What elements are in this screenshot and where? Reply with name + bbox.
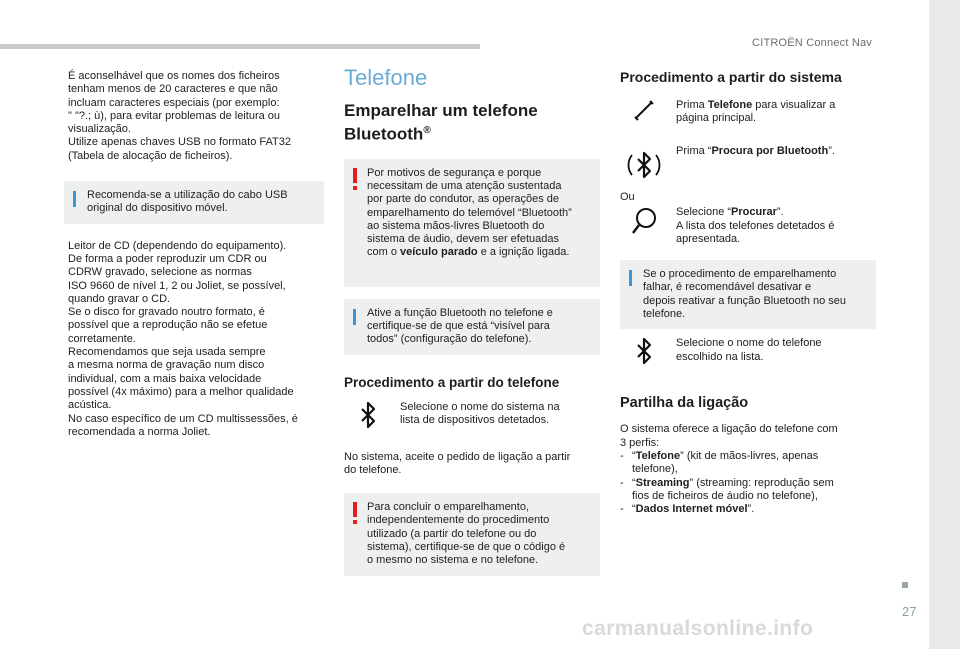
search-icon <box>620 206 668 246</box>
top-rule <box>0 44 480 49</box>
section-title: Telefone <box>344 65 428 90</box>
warning-text: Por motivos de segurança e porque necessitam de uma atenção sustentada por parte do condutor, as operações de emparelhamento do telemóvel “Bluetooth” ao sistema mãos-livres Bluetooth do sistema de áudio, devem ser efetuadas com o veículo parado e a ignição ligada. <box>367 166 572 259</box>
list-item: - “Telefone” (kit de mãos-livres, apenas telefone), <box>620 450 876 477</box>
or-label: Ou <box>620 191 635 203</box>
step-select-system <box>344 401 600 437</box>
profiles-list <box>620 450 876 516</box>
step-bluetooth-search <box>620 145 876 181</box>
info-box-bluetooth-visible <box>344 299 600 355</box>
step-search <box>620 206 876 246</box>
warning-icon <box>353 168 357 183</box>
bluetooth-icon <box>620 337 668 377</box>
info-text: Ative a função Bluetooth no telefone e certifique-se de que está “visível para todos” (configuração do telefone). <box>367 306 553 346</box>
usb-filename-paragraph: É aconselhável que os nomes dos ficheiros tenham menos de 20 caracteres e que não incluam caracteres especiais (por exemplo: " "?.; ù), para evitar problemas de leitura ou visualização. Utilize apenas chaves USB no formato FAT32 (Tabela de alocação de ficheiros). <box>68 70 291 162</box>
list-item: - “Streaming” (streaming: reprodução sem fios de ficheiros de áudio no telefone), <box>620 477 876 504</box>
step-text: Selecione “Procurar”. A lista dos telefones detetados é apresentada. <box>676 206 835 245</box>
column-2 <box>344 65 600 576</box>
step-text: Prima Telefone para visualizar a página principal. <box>676 99 836 125</box>
step-press-phone <box>620 99 876 135</box>
pairing-heading-line2: Bluetooth <box>344 124 424 144</box>
warning-text: Para concluir o emparelhamento, independentemente do procedimento utilizado (a partir do telefone ou do sistema), certifique-se de que o código é o mesmo no sistema e no telefone. <box>367 501 566 567</box>
warning-box-code <box>344 493 600 575</box>
column-3 <box>620 65 876 516</box>
info-icon <box>353 309 356 325</box>
column-1 <box>68 70 324 439</box>
side-strip <box>929 0 960 649</box>
pairing-heading-line1: Emparelhar um telefone <box>344 101 538 120</box>
info-text: Se o procedimento de emparelhamento falhar, é recomendável desativar e depois reativar a função Bluetooth no seu telefone. <box>643 268 847 321</box>
phone-icon <box>620 99 668 139</box>
list-item: - “Dados Internet móvel”. <box>620 503 876 516</box>
warning-icon <box>353 502 357 517</box>
step-select-phone <box>620 337 876 373</box>
watermark: carmanualsonline.info <box>582 617 814 640</box>
sharing-heading: Partilha da ligação <box>620 395 749 412</box>
bluetooth-icon <box>344 401 392 441</box>
pairing-heading <box>344 101 600 145</box>
info-box-usb-cable <box>64 181 324 224</box>
info-box-pairing-failed <box>620 260 876 329</box>
info-icon <box>629 270 632 286</box>
step-text: Selecione o nome do sistema na lista de dispositivos detetados. <box>400 400 560 426</box>
warning-box-safety <box>344 159 600 287</box>
cd-player-paragraph: Leitor de CD (dependendo do equipamento). De forma a poder reproduzir um CDR ou CDRW gravado, selecione as normas ISO 9660 de nível 1, 2 ou Joliet, se possível, quando gravar o CD. Se o disco for gravado noutro formato, é possível que a reprodução não se efetue corretamente. Recomendamos que seja usada sempre a mesma norma de gravação num disco individual, com a mais baixa velocidade possível (4x máximo) para a melhor qualidade acústica. No caso específico de um CD multissessões, é recomendada a norma Joliet. <box>68 239 298 438</box>
info-icon <box>73 191 76 207</box>
page-marker <box>902 582 908 588</box>
info-text: Recomenda-se a utilização do cabo USB original do dispositivo móvel. <box>87 189 288 215</box>
system-procedure-heading: Procedimento a partir do sistema <box>620 69 842 85</box>
bluetooth-search-icon <box>620 145 668 185</box>
profiles-paragraph: O sistema oferece a ligação do telefone com 3 perfis: <box>620 423 838 449</box>
accept-request-paragraph: No sistema, aceite o pedido de ligação a partir do telefone. <box>344 450 571 476</box>
header-brand: CITROËN Connect Nav <box>752 37 872 49</box>
registered-mark: ® <box>423 125 431 136</box>
phone-procedure-heading: Procedimento a partir do telefone <box>344 374 560 390</box>
step-text: Selecione o nome do telefone escolhido na lista. <box>676 337 822 363</box>
page-number: 27 <box>902 604 917 619</box>
step-text: Prima “Procura por Bluetooth”. <box>676 145 835 157</box>
